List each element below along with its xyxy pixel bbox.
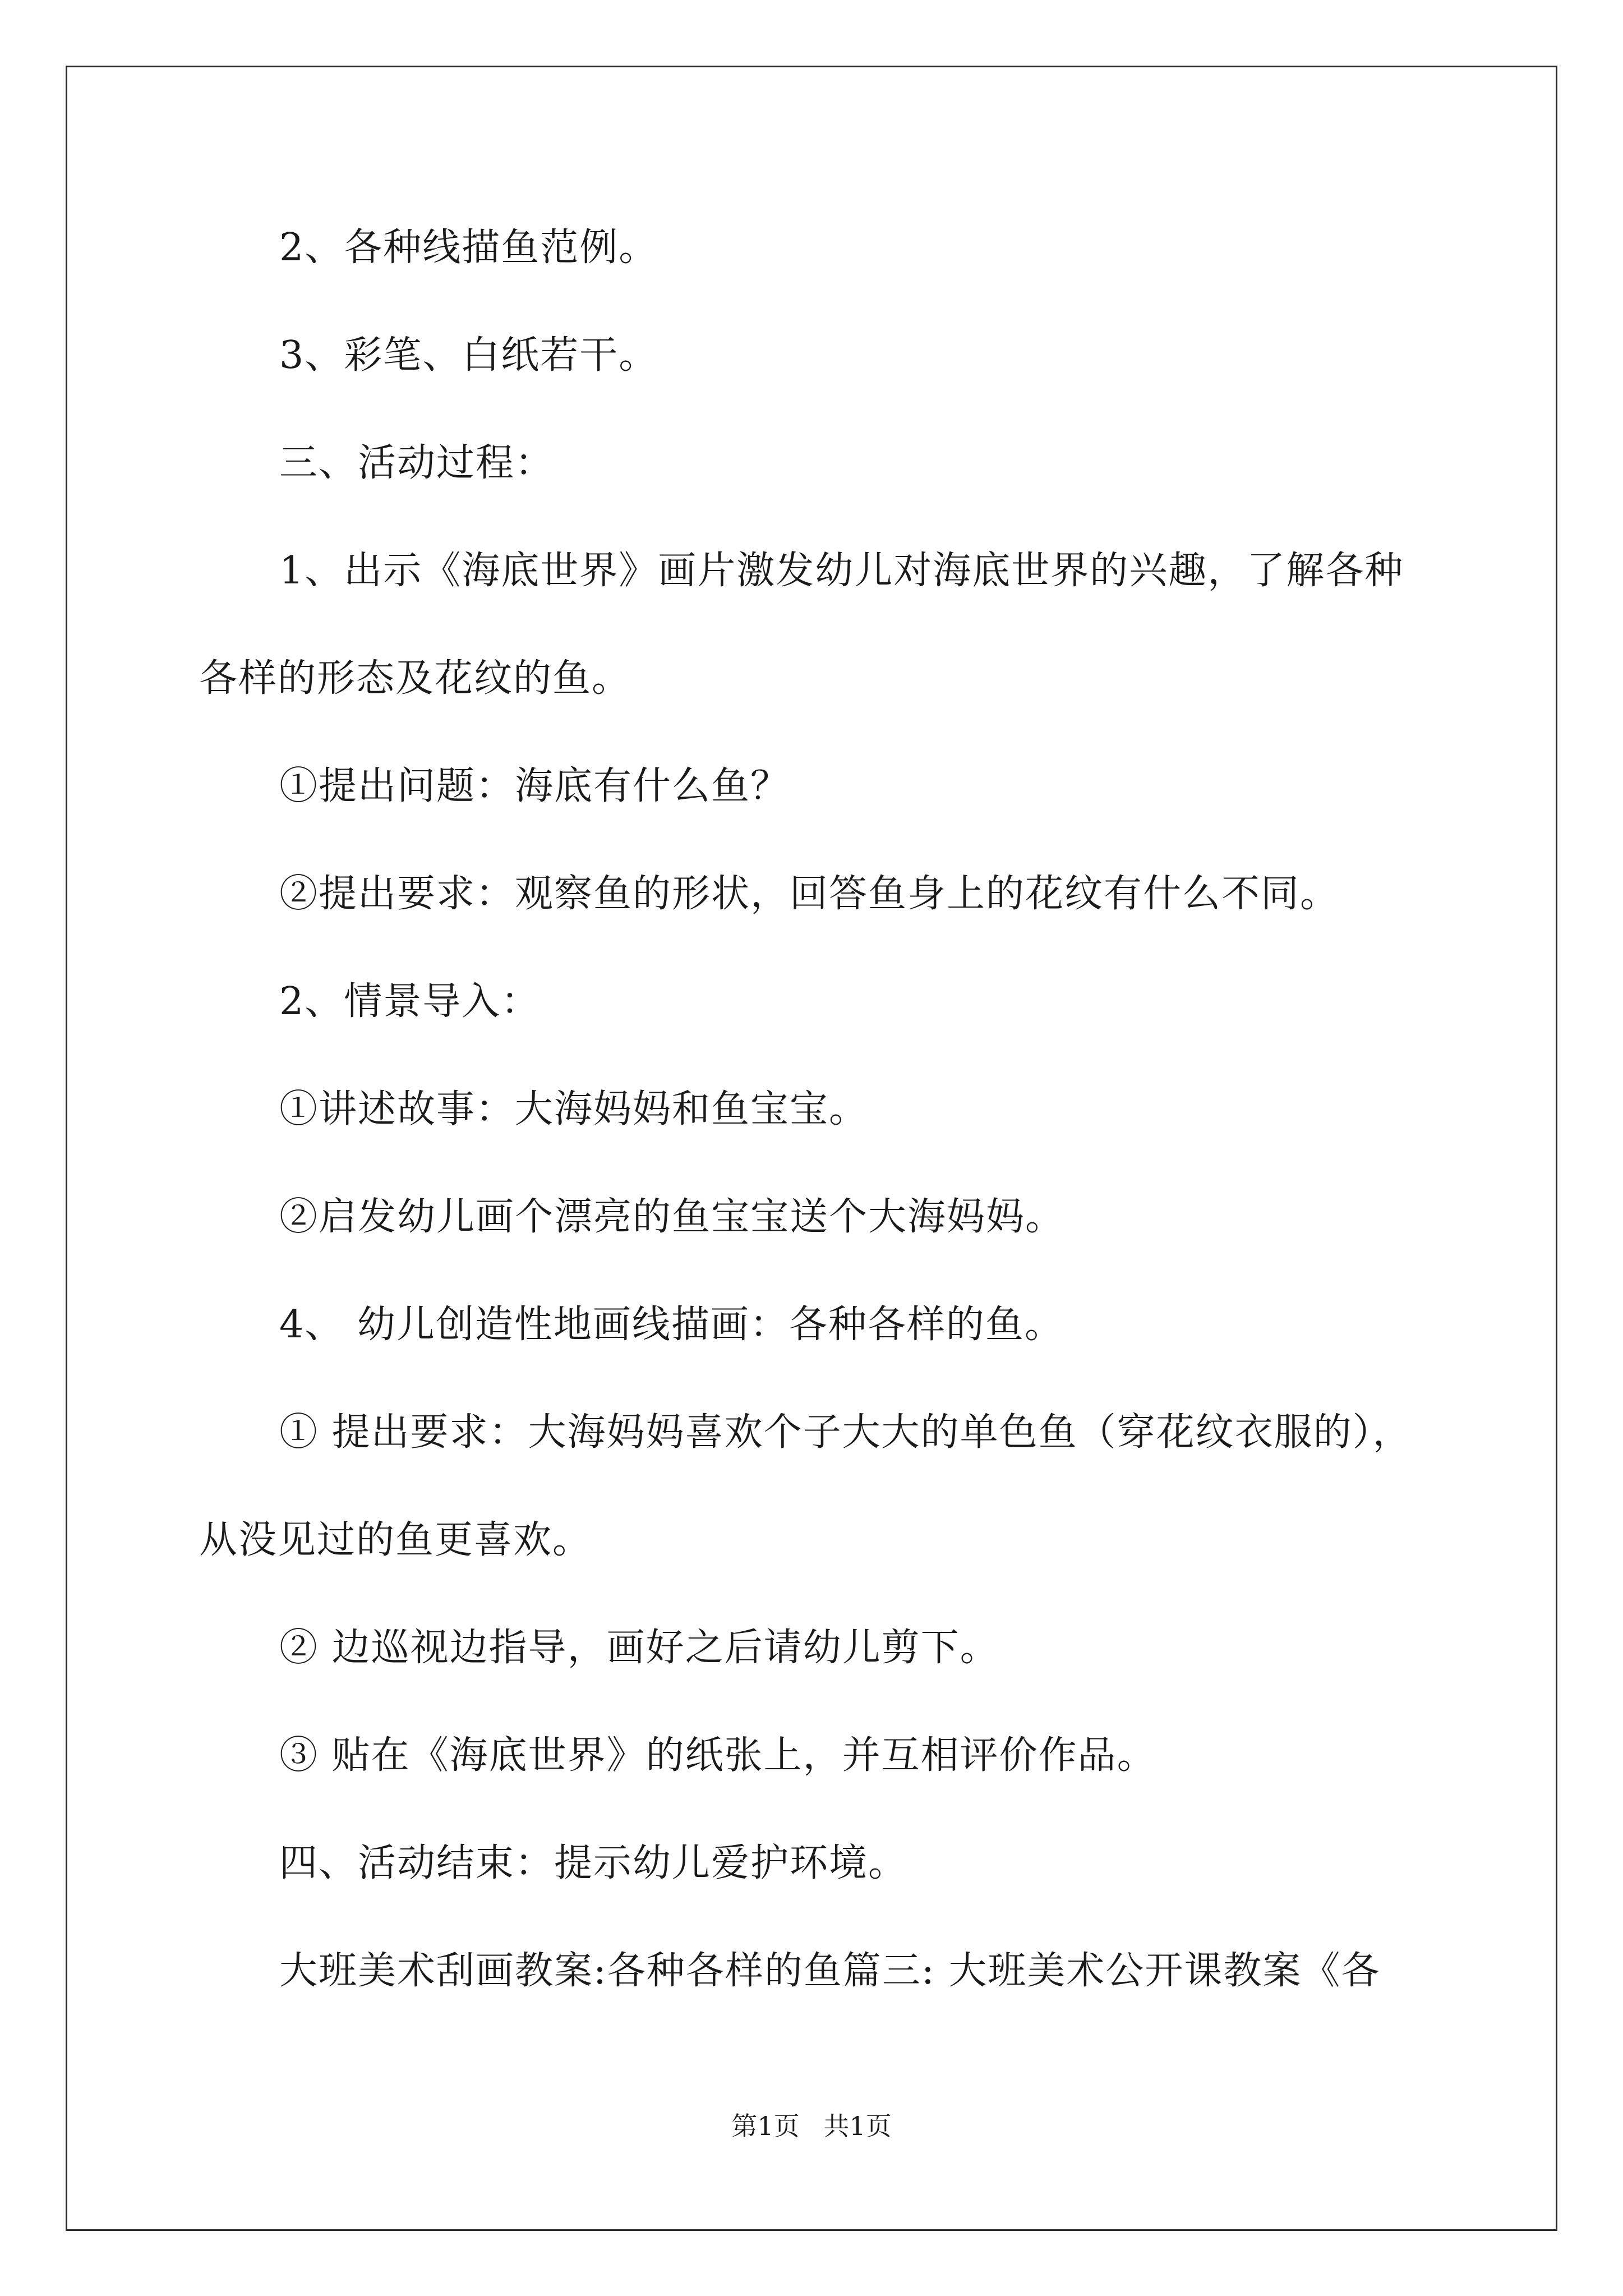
text-line-9: ①讲述故事：大海妈妈和鱼宝宝。 <box>279 1087 869 1131</box>
text-line-17: 大班美术刮画教案:各种各样的鱼篇三: 大班美术公开课教案《各 <box>279 1949 1381 1993</box>
text-line-2: 3、彩笔、白纸若干。 <box>279 333 658 378</box>
page-border <box>66 66 1557 2231</box>
text-line-16: 四、活动结束：提示幼儿爱护环境。 <box>279 1841 908 1885</box>
text-line-7: ②提出要求：观察鱼的形状，回答鱼身上的花纹有什么不同。 <box>279 872 1340 916</box>
text-line-15: ③ 贴在《海底世界》的纸张上，并互相评价作品。 <box>279 1733 1156 1778</box>
text-line-13: 从没见过的鱼更喜欢。 <box>199 1518 592 1562</box>
text-line-14: ② 边巡视边指导，画好之后请幼儿剪下。 <box>279 1626 999 1670</box>
text-line-8: 2、情景导入： <box>279 979 541 1024</box>
page-number: 第1页 <box>731 2111 800 2141</box>
text-line-6: ①提出问题：海底有什么鱼？ <box>279 764 790 808</box>
text-line-1: 2、各种线描鱼范例。 <box>279 226 658 270</box>
text-line-5: 各样的形态及花纹的鱼。 <box>199 656 631 701</box>
text-line-3: 三、活动过程： <box>279 441 555 485</box>
text-line-10: ②启发幼儿画个漂亮的鱼宝宝送个大海妈妈。 <box>279 1195 1065 1239</box>
page-footer <box>0 2110 1623 2142</box>
text-line-12: ① 提出要求：大海妈妈喜欢个子大大的单色鱼（穿花纹衣服的）， <box>279 1410 1412 1455</box>
page-total: 共1页 <box>823 2111 892 2141</box>
text-line-11: 4、 幼儿创造性地画线描画：各种各样的鱼。 <box>279 1303 1064 1347</box>
text-line-4: 1、出示《海底世界》画片激发幼儿对海底世界的兴趣，了解各种 <box>279 549 1404 593</box>
